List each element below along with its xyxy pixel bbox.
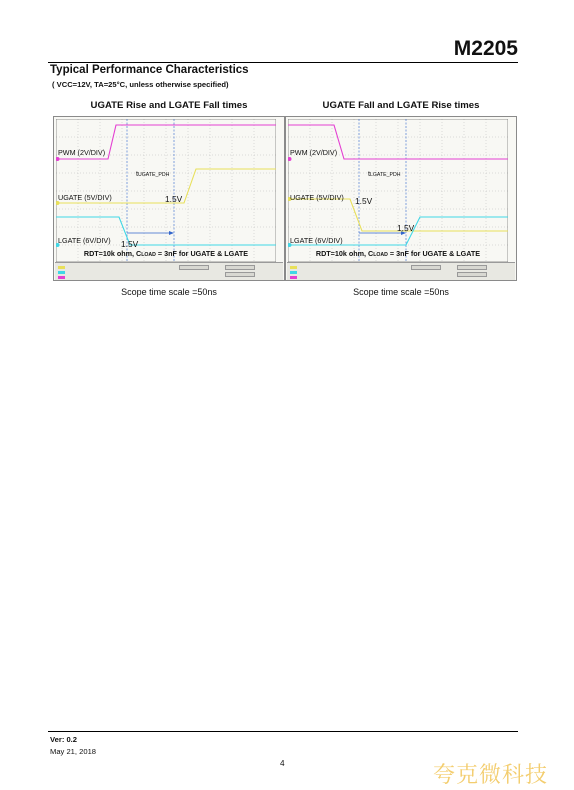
- readout-chip: [411, 265, 441, 270]
- readout-chip: [457, 265, 487, 270]
- delay-t: t: [368, 169, 370, 178]
- pwm-trace-label: PWM (2V/DIV): [58, 148, 106, 157]
- scope-time-scale: Scope time scale =50ns: [353, 287, 449, 297]
- ugate-trace-label: UGATE (5V/DIV): [290, 193, 344, 202]
- delay-subscript: UGATE_PDH: [138, 172, 170, 178]
- ch3-swatch: [58, 276, 65, 279]
- version: Ver: 0.2: [50, 735, 78, 744]
- release-date: May 21, 2018: [50, 747, 97, 756]
- watermark-logo: 夸克微科技: [433, 763, 549, 788]
- page-number: 4: [280, 759, 285, 768]
- cond-part-b: = 3nF for UGATE & LGATE: [155, 249, 249, 258]
- readout-chip: [225, 265, 255, 270]
- cond-part-a: RDT=10k ohm, C: [315, 249, 374, 258]
- section-title: Typical Performance Characteristics: [50, 64, 249, 76]
- threshold-label-b: 1.5V: [121, 239, 139, 249]
- ch2-swatch: [58, 271, 65, 274]
- figure-ugate-rise: [53, 100, 285, 297]
- test-conditions: ( VCC=12V, TA=25°C, unless otherwise specified): [52, 80, 229, 89]
- footer-rule: [48, 731, 518, 732]
- ch1-swatch: [290, 266, 297, 269]
- test-condition-bar: [56, 249, 276, 258]
- readout-chip: [179, 265, 209, 270]
- ch1-swatch: [58, 266, 65, 269]
- delay-time-label: [368, 169, 400, 178]
- part-number: M2205: [453, 37, 518, 60]
- delay-t: t: [136, 169, 138, 178]
- cond-subscript: LOAD: [141, 252, 156, 258]
- cond-part-b: = 3nF for UGATE & LGATE: [387, 249, 481, 258]
- scope-readout-panel: [287, 262, 515, 280]
- header-rule: [48, 62, 518, 63]
- ch3-swatch: [290, 276, 297, 279]
- scope-plot: [56, 119, 276, 262]
- cond-part-a: RDT=10k ohm, C: [83, 249, 142, 258]
- scope-screen: [53, 116, 285, 281]
- figure-ugate-fall: [285, 100, 517, 297]
- readout-chip: [457, 272, 487, 277]
- lgate-trace-label: LGATE (6V/DIV): [290, 236, 343, 245]
- ugate-trace-label: UGATE (5V/DIV): [58, 193, 112, 202]
- ch2-swatch: [290, 271, 297, 274]
- scope-plot: [288, 119, 508, 262]
- scope-time-scale: Scope time scale =50ns: [121, 287, 217, 297]
- test-condition-bar: [288, 249, 508, 258]
- scope-screen: [285, 116, 517, 281]
- cond-subscript: LOAD: [373, 252, 388, 258]
- pwm-trace-label: PWM (2V/DIV): [290, 148, 338, 157]
- threshold-label-b: 1.5V: [397, 223, 415, 233]
- lgate-trace-label: LGATE (6V/DIV): [58, 236, 111, 245]
- delay-subscript: LGATE_PDH: [370, 172, 401, 178]
- figure-title: UGATE Rise and LGATE Fall times: [90, 100, 248, 111]
- threshold-label-a: 1.5V: [355, 196, 373, 206]
- scope-readout-panel: [55, 262, 283, 280]
- threshold-label-a: 1.5V: [165, 194, 183, 204]
- figure-title: UGATE Fall and LGATE Rise times: [322, 100, 480, 111]
- delay-time-label: [136, 169, 169, 178]
- readout-chip: [225, 272, 255, 277]
